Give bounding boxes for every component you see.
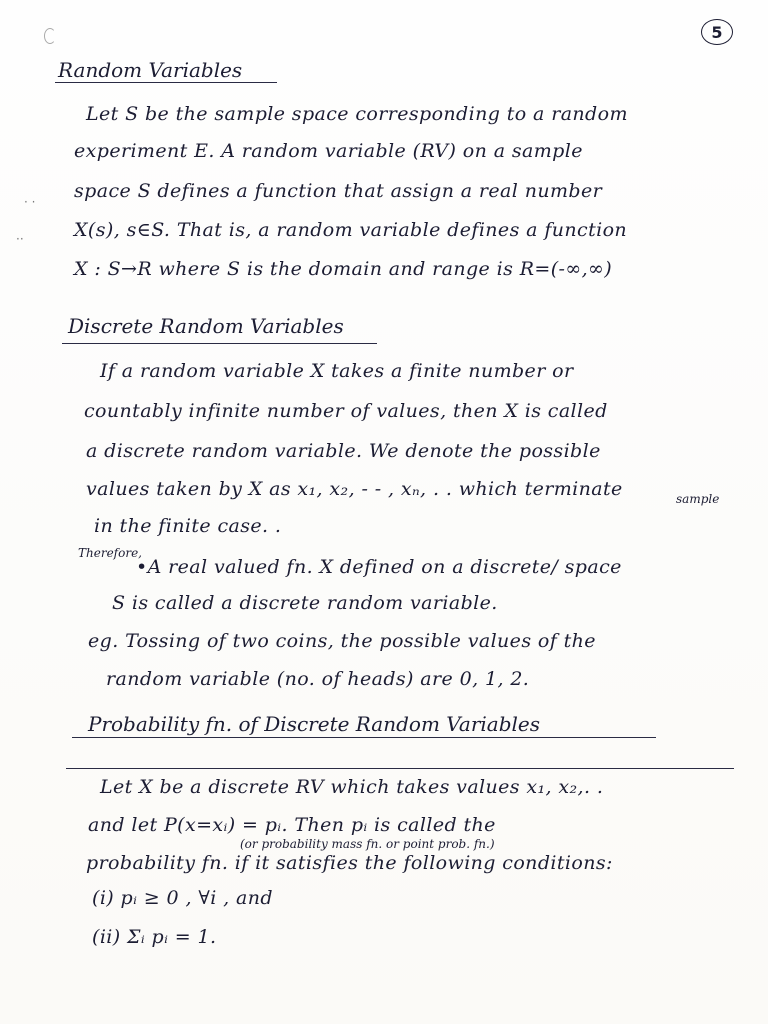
text-line: eg. Tossing of two coins, the possible values of the	[88, 630, 596, 652]
margin-dots: · ·	[24, 195, 36, 209]
margin-dots: ··	[16, 232, 24, 246]
note-sample: sample	[676, 492, 720, 506]
divider-line	[66, 768, 734, 769]
text-line: random variable (no. of heads) are 0, 1, 2.	[106, 668, 530, 690]
text-line: values taken by X as x₁, x₂, - - , xₙ, . . which terminate	[86, 478, 623, 500]
heading-underline	[55, 82, 277, 83]
page-number: 5	[701, 19, 733, 45]
text-line: Let X be a discrete RV which takes values x₁, x₂,. .	[100, 776, 604, 798]
text-line: Let S be the sample space corresponding to a random	[86, 103, 628, 125]
text-line: S is called a discrete random variable.	[112, 592, 498, 614]
text-line: If a random variable X takes a finite number or	[100, 360, 574, 382]
hole-punch-mark	[44, 28, 56, 44]
text-line: X(s), s∈S. That is, a random variable defines a function	[74, 219, 628, 241]
heading-random-variables: Random Variables	[58, 58, 243, 82]
heading-probability-function: Probability fn. of Discrete Random Variables	[88, 712, 540, 736]
condition-1: (i) pᵢ ≥ 0 , ∀i , and	[92, 887, 273, 909]
note-therefore: Therefore,	[78, 546, 142, 560]
text-line: probability fn. if it satisfies the following conditions:	[86, 852, 613, 874]
condition-2: (ii) Σᵢ pᵢ = 1.	[92, 926, 217, 948]
text-line: in the finite case. .	[94, 515, 282, 537]
text-line: space S defines a function that assign a real number	[74, 180, 603, 202]
text-line: countably infinite number of values, then X is called	[84, 400, 608, 422]
text-line: •A real valued fn. X defined on a discrete/ space	[136, 556, 622, 578]
text-line: experiment E. A random variable (RV) on a sample	[74, 140, 583, 162]
text-line: and let P(x=xᵢ) = pᵢ. Then pᵢ is called the	[88, 814, 496, 836]
heading-underline	[62, 343, 377, 344]
text-line: a discrete random variable. We denote the possible	[86, 440, 601, 462]
annotation-prob-mass-fn: (or probability mass fn. or point prob. fn.)	[240, 837, 495, 851]
text-line: X : S→R where S is the domain and range is R=(-∞,∞)	[74, 258, 613, 280]
heading-discrete-random-variables: Discrete Random Variables	[68, 314, 344, 338]
heading-underline	[72, 737, 656, 738]
